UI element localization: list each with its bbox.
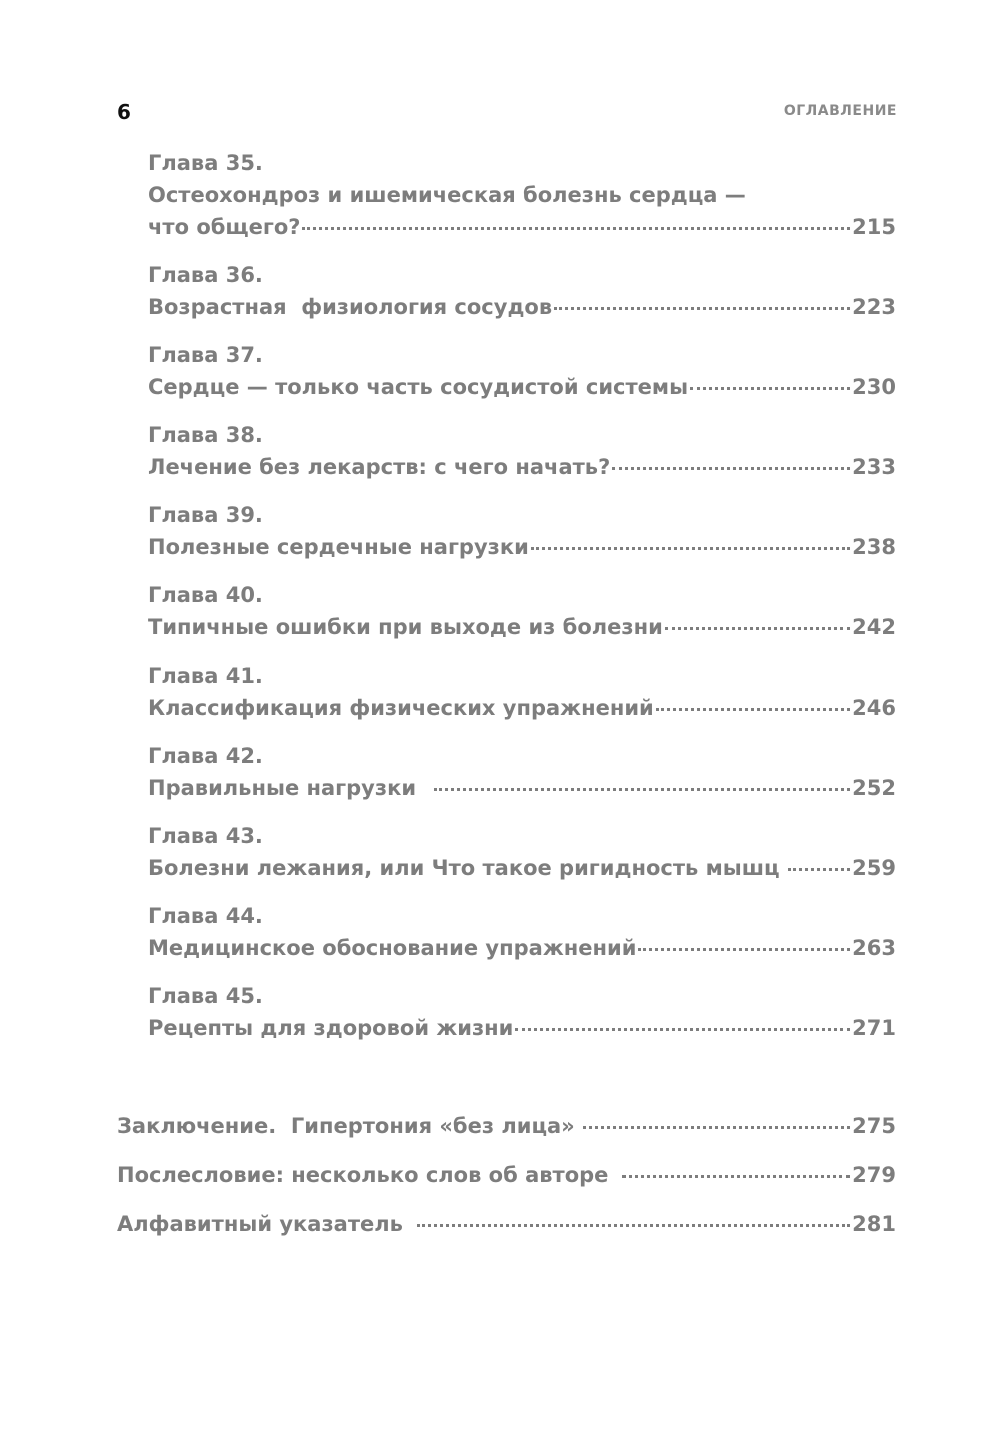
dot-leader	[656, 708, 850, 711]
dot-leader	[612, 467, 850, 470]
dot-leader	[622, 1175, 850, 1178]
chapter-43-entry[interactable]	[148, 853, 896, 883]
chapter-44-entry[interactable]	[148, 933, 896, 963]
dot-leader	[583, 1126, 850, 1129]
chapter-41-title: Классификация физических упражнений	[148, 696, 654, 720]
chapter-45-title: Рецепты для здоровой жизни	[148, 1016, 514, 1040]
chapter-35-label: Глава 35.	[148, 151, 263, 175]
chapter-43-title: Болезни лежания, или Что такое ригидность мышц	[148, 856, 780, 880]
dot-leader	[665, 627, 850, 630]
chapter-41-page: 246	[852, 696, 896, 720]
chapter-37-entry[interactable]	[148, 372, 896, 402]
dot-leader	[515, 1028, 850, 1031]
conclusion-title: Заключение. Гипертония «без лица»	[117, 1114, 575, 1138]
dot-leader	[690, 387, 850, 390]
chapter-36-entry[interactable]	[148, 292, 896, 322]
chapter-40-label: Глава 40.	[148, 583, 263, 607]
chapter-42-entry[interactable]	[148, 773, 896, 803]
chapter-39-label: Глава 39.	[148, 503, 263, 527]
dot-leader	[638, 948, 850, 951]
chapter-36-label: Глава 36.	[148, 263, 263, 287]
index-entry[interactable]	[117, 1209, 896, 1239]
chapter-35-page: 215	[852, 215, 896, 239]
chapter-44-label: Глава 44.	[148, 904, 263, 928]
chapter-37-title: Сердце — только часть сосудистой системы	[148, 375, 689, 399]
chapter-35-entry[interactable]	[148, 212, 896, 242]
chapter-43-label: Глава 43.	[148, 824, 263, 848]
chapter-41-label: Глава 41.	[148, 664, 263, 688]
dot-leader	[417, 1224, 850, 1227]
chapter-40-title: Типичные ошибки при выходе из болезни	[148, 615, 663, 639]
chapter-41-entry[interactable]	[148, 693, 896, 723]
chapter-45-label: Глава 45.	[148, 984, 263, 1008]
conclusion-page: 275	[852, 1114, 896, 1138]
chapter-36-page: 223	[852, 295, 896, 319]
chapter-45-entry[interactable]	[148, 1013, 896, 1043]
conclusion-entry[interactable]	[117, 1111, 896, 1141]
afterword-page: 279	[852, 1163, 896, 1187]
chapter-35-title: что общего?	[148, 215, 301, 239]
chapter-38-page: 233	[852, 455, 896, 479]
chapter-35-title-line1: Остеохондроз и ишемическая болезнь сердца —	[148, 183, 746, 207]
chapter-45-page: 271	[852, 1016, 896, 1040]
chapter-36-title: Возрастная физиология сосудов	[148, 295, 553, 319]
chapter-40-entry[interactable]	[148, 612, 896, 642]
chapter-40-page: 242	[852, 615, 896, 639]
chapter-42-label: Глава 42.	[148, 744, 263, 768]
afterword-entry[interactable]	[117, 1160, 896, 1190]
chapter-39-entry[interactable]	[148, 532, 896, 562]
chapter-38-title: Лечение без лекарств: с чего начать?	[148, 455, 611, 479]
chapter-42-title: Правильные нагрузки	[148, 776, 417, 800]
page-number: 6	[117, 100, 131, 124]
chapter-38-label: Глава 38.	[148, 423, 263, 447]
dot-leader	[788, 868, 851, 871]
chapter-37-label: Глава 37.	[148, 343, 263, 367]
chapter-37-page: 230	[852, 375, 896, 399]
chapter-42-page: 252	[852, 776, 896, 800]
chapter-39-page: 238	[852, 535, 896, 559]
index-page: 281	[852, 1212, 896, 1236]
chapter-38-entry[interactable]	[148, 452, 896, 482]
dot-leader	[531, 547, 850, 550]
running-head: ОГЛАВЛЕНИЕ	[783, 103, 897, 119]
chapter-44-title: Медицинское обоснование упражнений	[148, 936, 637, 960]
chapter-44-page: 263	[852, 936, 896, 960]
chapter-43-page: 259	[852, 856, 896, 880]
index-title: Алфавитный указатель	[117, 1212, 403, 1236]
dot-leader	[434, 788, 850, 791]
afterword-title: Послесловие: несколько слов об авторе	[117, 1163, 609, 1187]
dot-leader	[554, 307, 850, 310]
chapter-39-title: Полезные сердечные нагрузки	[148, 535, 529, 559]
dot-leader	[302, 227, 850, 230]
